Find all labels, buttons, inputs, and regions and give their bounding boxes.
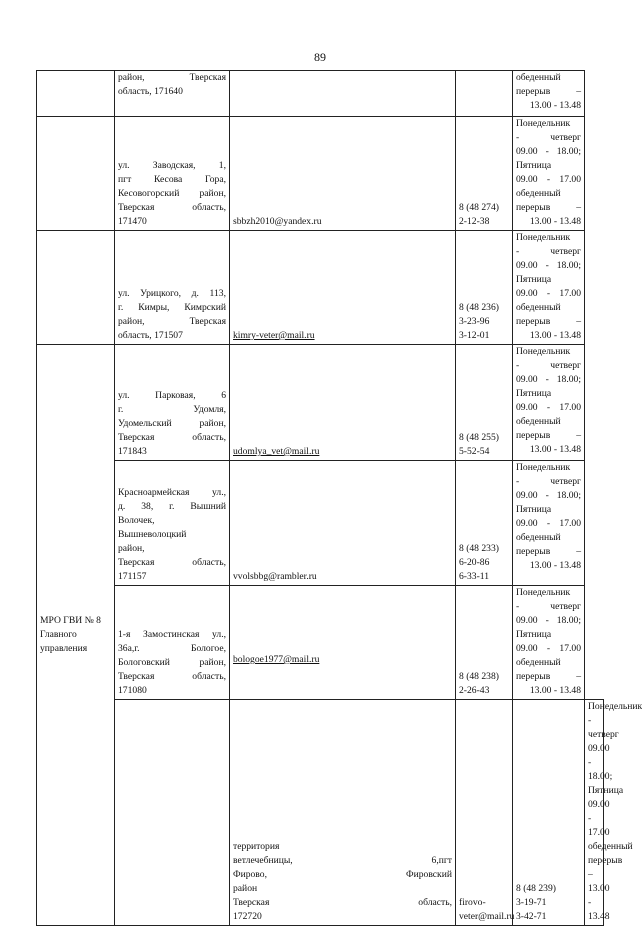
- page-number: 89: [314, 50, 326, 64]
- hours-line: 09.00 - 17.00: [516, 174, 581, 185]
- hours-line: - четверг: [516, 246, 581, 257]
- table-row: [37, 71, 604, 117]
- hours-cell: [513, 586, 585, 700]
- address-line: ветлечебницы, 6,пгт: [233, 855, 452, 866]
- email-link[interactable]: vvolsbbg@rambler.ru: [233, 571, 317, 582]
- address-cell: [115, 71, 230, 117]
- phone-line: 8 (48 255): [459, 432, 499, 443]
- phone-cell: [456, 345, 513, 461]
- hours-line: Пятница: [516, 388, 552, 399]
- table-row: [37, 345, 604, 461]
- hours-cell: [513, 461, 585, 586]
- hours-line: перерыв –: [516, 86, 581, 97]
- hours-cell: [513, 117, 585, 231]
- email-link[interactable]: sbbzh2010@yandex.ru: [233, 216, 322, 227]
- hours-line: - четверг: [588, 715, 619, 740]
- address-line: район,: [118, 543, 145, 554]
- address-line: область, 171507: [118, 330, 183, 341]
- email-cell: [230, 461, 456, 586]
- hours-line: 13.00 - 13.48: [529, 330, 581, 341]
- hours-line: перерыв –: [516, 546, 581, 557]
- org-name-line: Главного: [40, 628, 77, 640]
- phone-line: 2-26-43: [459, 685, 490, 696]
- phone-cell: [456, 231, 513, 345]
- phone-line: 3-19-71: [516, 897, 547, 908]
- hours-line: - четверг: [516, 601, 581, 612]
- hours-line: 09.00 - 17.00: [516, 518, 581, 529]
- address-cell: [115, 345, 230, 461]
- hours-cell: [513, 345, 585, 461]
- hours-cell: [513, 71, 585, 117]
- address-line: ул. Заводская, 1,: [118, 160, 226, 171]
- hours-line: Понедельник: [516, 118, 571, 129]
- address-line: 36а,г. Бологое,: [118, 643, 226, 654]
- hours-line: 09.00 - 17.00: [516, 643, 581, 654]
- address-line: Удомельский район,: [118, 418, 226, 429]
- phone-cell: [513, 700, 585, 926]
- address-line: район, Тверская: [118, 316, 226, 327]
- address-line: Тверская область,: [118, 557, 226, 568]
- hours-line: обеденный: [516, 302, 561, 313]
- phone-cell: [456, 71, 513, 117]
- org-name-line: МРО ГВИ № 8: [40, 614, 101, 626]
- address-cell: [115, 231, 230, 345]
- hours-line: - четверг: [516, 132, 581, 143]
- address-line: Красноармейская ул.,: [118, 487, 226, 498]
- hours-line: Понедельник: [516, 587, 571, 598]
- address-line: д. 38, г. Вышний: [118, 501, 226, 512]
- phone-line: 6-33-11: [459, 571, 490, 582]
- hours-line: 09.00 - 18.00;: [588, 743, 613, 782]
- address-cell: [230, 700, 456, 926]
- email-cell: [230, 231, 456, 345]
- phone-cell: [456, 461, 513, 586]
- email-cell: [230, 586, 456, 700]
- institutions-table: [36, 70, 642, 926]
- hours-line: - четверг: [516, 360, 581, 371]
- hours-line: Понедельник: [588, 701, 642, 712]
- table-row: [37, 117, 604, 231]
- hours-line: перерыв –: [516, 316, 581, 327]
- email-link[interactable]: bologoe1977@mail.ru: [233, 654, 320, 665]
- email-link[interactable]: kimry-veter@mail.ru: [233, 330, 315, 341]
- address-line: Бологовский район,: [118, 657, 226, 668]
- address-line: 171157: [118, 571, 147, 582]
- hours-line: Понедельник: [516, 462, 571, 473]
- email-link[interactable]: firovo-veter@mail.ru: [459, 897, 515, 922]
- hours-line: Понедельник: [516, 346, 571, 357]
- hours-line: 13.00 - 13.48: [529, 560, 581, 571]
- phone-line: 8 (48 274): [459, 202, 499, 213]
- address-line: г. Кимры, Кимрский: [118, 302, 226, 313]
- address-cell: [115, 117, 230, 231]
- hours-line: перерыв –: [588, 855, 623, 880]
- hours-cell: [585, 700, 642, 926]
- email-cell: [230, 345, 456, 461]
- phone-line: 8 (48 238): [459, 671, 499, 682]
- org-cell: [37, 345, 115, 926]
- address-line: район, Тверская: [118, 72, 226, 83]
- address-line: Вышневолоцкий: [118, 529, 187, 540]
- org-cell: [37, 117, 115, 231]
- hours-line: обеденный: [588, 841, 633, 852]
- table-row: [37, 231, 604, 345]
- email-link[interactable]: udomlya_vet@mail.ru: [233, 446, 320, 457]
- email-cell: [230, 71, 456, 117]
- phone-line: 8 (48 236): [459, 302, 499, 313]
- hours-line: перерыв –: [516, 430, 581, 441]
- address-line: Тверская область,: [118, 671, 226, 682]
- phone-line: 8 (48 233): [459, 543, 499, 554]
- hours-line: перерыв –: [516, 671, 581, 682]
- address-cell: [115, 586, 230, 700]
- hours-line: 09.00 - 18.00;: [516, 374, 581, 385]
- phone-line: 5-52-54: [459, 446, 490, 457]
- address-line: Фирово, Фировский: [233, 869, 452, 880]
- org-cell: [37, 71, 115, 117]
- address-line: ул. Урицкого, д. 113,: [118, 288, 226, 299]
- hours-line: - четверг: [516, 476, 581, 487]
- address-line: территория: [233, 841, 280, 852]
- hours-line: 13.00 - 13.48: [529, 216, 581, 227]
- hours-line: 09.00 - 17.00: [516, 288, 581, 299]
- table-row: [37, 461, 604, 586]
- hours-line: 09.00 - 18.00;: [516, 146, 581, 157]
- org-cell: [37, 231, 115, 345]
- phone-line: 3-23-96: [459, 316, 490, 327]
- address-line: Тверская область,: [118, 202, 226, 213]
- hours-line: 09.00 - 17.00: [588, 799, 610, 838]
- hours-line: 09.00 - 18.00;: [516, 490, 581, 501]
- address-line: 172720: [233, 911, 262, 922]
- address-line: 1-я Замостинская ул.,: [118, 629, 226, 640]
- table-row: [37, 700, 604, 926]
- hours-line: Пятница: [516, 629, 552, 640]
- hours-line: 13.00 - 13.48: [529, 444, 581, 455]
- hours-line: 13.00 - 13.48: [529, 685, 581, 696]
- address-line: район: [233, 883, 258, 894]
- address-line: 171080: [118, 685, 147, 696]
- org-cell: [115, 700, 230, 926]
- address-line: 171843: [118, 446, 147, 457]
- hours-line: Пятница: [516, 504, 552, 515]
- org-name-line: управления: [40, 642, 88, 654]
- hours-line: обеденный: [516, 72, 561, 83]
- address-line: Тверская область,: [233, 897, 452, 908]
- address-line: ул. Парковая, 6: [118, 390, 226, 401]
- hours-line: 13.00 - 13.48: [529, 100, 581, 111]
- hours-line: Понедельник: [516, 232, 571, 243]
- phone-line: 2-12-38: [459, 216, 490, 227]
- address-line: г. Удомля,: [118, 404, 226, 415]
- address-cell: [115, 461, 230, 586]
- hours-line: Пятница: [588, 785, 624, 796]
- hours-line: Пятница: [516, 160, 552, 171]
- hours-cell: [513, 231, 585, 345]
- hours-line: обеденный: [516, 416, 561, 427]
- hours-line: 09.00 - 18.00;: [516, 615, 581, 626]
- address-line: Волочек,: [118, 515, 155, 526]
- phone-cell: [456, 586, 513, 700]
- phone-line: 6-20-86: [459, 557, 490, 568]
- email-cell: [230, 117, 456, 231]
- address-line: Тверская область,: [118, 432, 226, 443]
- phone-line: 3-42-71: [516, 911, 547, 922]
- hours-line: 09.00 - 17.00: [516, 402, 581, 413]
- address-line: Кесовогорский район,: [118, 188, 226, 199]
- hours-line: 13.00 - 13.48: [588, 883, 610, 922]
- hours-line: обеденный: [516, 532, 561, 543]
- address-line: 171470: [118, 216, 147, 227]
- address-line: область, 171640: [118, 86, 183, 97]
- phone-cell: [456, 117, 513, 231]
- address-line: пгт Кесова Гора,: [118, 174, 226, 185]
- phone-line: 8 (48 239): [516, 883, 556, 894]
- phone-line: 3-12-01: [459, 330, 490, 341]
- hours-line: Пятница: [516, 274, 552, 285]
- hours-line: обеденный: [516, 188, 561, 199]
- hours-line: 09.00 - 18.00;: [516, 260, 581, 271]
- hours-line: перерыв –: [516, 202, 581, 213]
- hours-line: обеденный: [516, 657, 561, 668]
- email-cell: [456, 700, 513, 926]
- table-row: [37, 586, 604, 700]
